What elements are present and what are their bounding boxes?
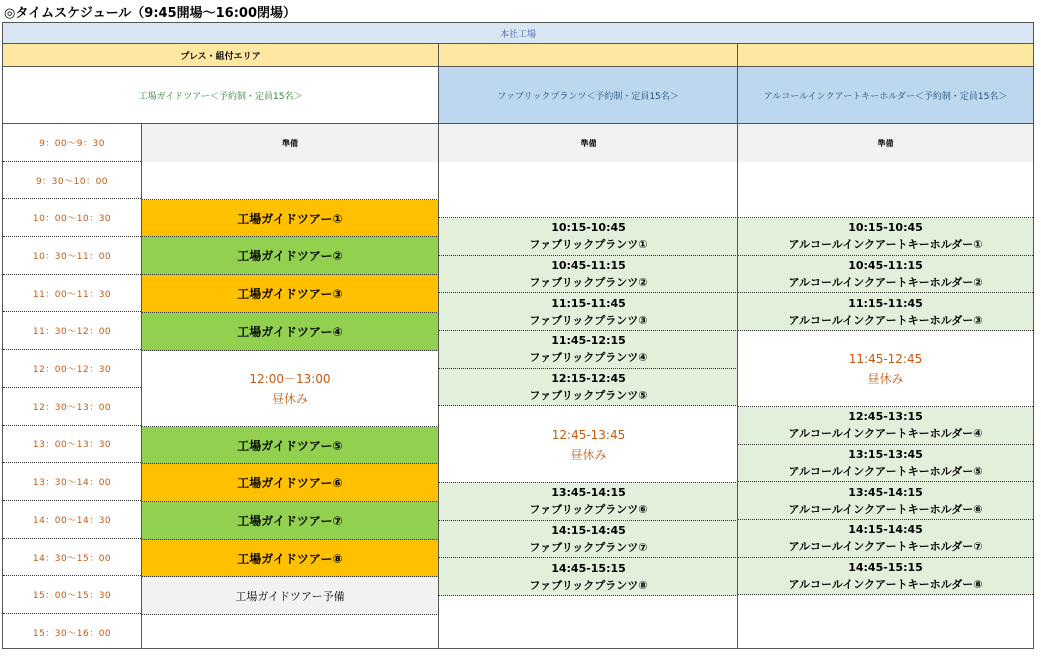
fabric-session-slot (439, 256, 738, 294)
alcohol-session-slot (738, 445, 1033, 483)
guide-tour-slot: 工場ガイドツアー② (141, 237, 439, 275)
guide-lunch-time: 12:00－13:00 (249, 371, 331, 386)
guide-tour-slot: 工場ガイドツアー⑥ (141, 464, 439, 502)
alcohol-session-slot (738, 407, 1033, 445)
column-divider (737, 67, 738, 649)
schedule-table (2, 22, 1034, 649)
time-slot-label: 14：00〜14：30 (3, 501, 141, 539)
fabric-session-slot (439, 331, 738, 369)
fabric-session-name: ファブリックプランツ⑦ (529, 541, 648, 555)
time-slot-label: 13：00〜13：30 (3, 426, 141, 464)
guide-lunch-break (141, 351, 439, 427)
alcohol-session-name: アルコールインクアートキーホルダー⑤ (788, 465, 983, 479)
alcohol-session-name: アルコールインクアートキーホルダー③ (788, 313, 983, 327)
guide-tour-slot: 工場ガイドツアー③ (141, 275, 439, 313)
fabric-prep-cell: 準備 (439, 124, 738, 162)
alcohol-session-slot (738, 256, 1033, 294)
alcohol-session-time: 13:45-14:15 (848, 485, 923, 499)
time-slot-label: 9：00〜9：30 (3, 124, 141, 162)
fabric-session-time: 12:15-12:45 (551, 372, 626, 386)
alcohol-ink-header: アルコールインクアートキーホルダー＜予約制・定員15名＞ (738, 67, 1033, 124)
fabric-session-slot (439, 218, 738, 256)
fabric-session-time: 11:45-12:15 (551, 334, 626, 348)
fabric-session-time: 10:15-10:45 (551, 221, 626, 235)
guide-tour-slot: 工場ガイドツアー① (141, 200, 439, 237)
guide-prep-cell: 準備 (141, 124, 439, 162)
guide-tour-slot: 工場ガイドツアー⑧ (141, 540, 439, 577)
time-slot-label: 15：30〜16：00 (3, 614, 141, 649)
fabric-lunch-time: 12:45-13:45 (551, 427, 626, 442)
fabric-session-name: ファブリックプランツ④ (529, 351, 648, 365)
fabric-lunch-label: 昼休み (570, 447, 607, 462)
alcohol-session-name: アルコールインクアートキーホルダー⑧ (788, 578, 983, 592)
alcohol-session-slot (738, 558, 1033, 596)
alcohol-prep-cell: 準備 (738, 124, 1033, 162)
time-slot-label: 10：00〜10：30 (3, 199, 141, 237)
area-header-blank-fabric (439, 44, 738, 67)
guide-tour-slot: 工場ガイドツアー⑦ (141, 502, 439, 540)
fabric-session-name: ファブリックプランツ③ (529, 313, 648, 327)
fabric-empty-cell (439, 162, 738, 218)
fabric-session-slot (439, 369, 738, 407)
alcohol-session-slot (738, 293, 1033, 331)
time-slot-label: 13：30〜14：00 (3, 463, 141, 501)
schedule-title: ◎タイムスケジュール（9:45開場〜16:00閉場） (4, 6, 297, 21)
alcohol-session-name: アルコールインクアートキーホルダー④ (788, 427, 983, 441)
fabric-session-time: 11:15-11:45 (551, 296, 626, 310)
alcohol-session-slot (738, 482, 1033, 520)
fabric-session-name: ファブリックプランツ① (529, 238, 648, 252)
column-divider (438, 67, 439, 649)
time-slot-label: 12：30〜13：00 (3, 388, 141, 426)
fabric-plants-header: ファブリックプランツ＜予約制・定員15名＞ (439, 67, 738, 124)
fabric-session-name: ファブリックプランツ⑧ (529, 578, 648, 592)
fabric-session-slot (439, 483, 738, 521)
guide-tour-reserve: 工場ガイドツアー予備 (141, 577, 439, 615)
fabric-session-name: ファブリックプランツ⑥ (529, 503, 648, 517)
alcohol-session-time: 10:45-11:15 (848, 259, 923, 273)
alcohol-session-time: 10:15-10:45 (848, 221, 923, 235)
alcohol-session-time: 13:15-13:45 (848, 448, 923, 462)
fabric-session-slot (439, 293, 738, 331)
fabric-lunch-break (439, 407, 738, 483)
fabric-session-name: ファブリックプランツ② (529, 276, 648, 290)
fabric-session-slot (439, 558, 738, 596)
alcohol-session-time: 14:15-14:45 (848, 523, 923, 537)
alcohol-session-name: アルコールインクアートキーホルダー① (788, 238, 983, 252)
time-slot-label: 11：00〜11：30 (3, 275, 141, 313)
alcohol-session-name: アルコールインクアートキーホルダー⑦ (788, 540, 983, 554)
fabric-session-time: 10:45-11:15 (551, 259, 626, 273)
alcohol-session-slot (738, 218, 1033, 256)
guide-tour-slot: 工場ガイドツアー④ (141, 313, 439, 351)
time-slot-label: 14：30〜15：00 (3, 539, 141, 577)
time-slot-label: 10：30〜11：00 (3, 237, 141, 275)
fabric-session-time: 14:15-14:45 (551, 524, 626, 538)
guide-tour-slot: 工場ガイドツアー⑤ (141, 427, 439, 464)
alcohol-session-slot (738, 520, 1033, 558)
area-header-blank-alcohol (738, 44, 1033, 67)
time-slot-label: 9：30〜10：00 (3, 162, 141, 200)
alcohol-session-name: アルコールインクアートキーホルダー⑥ (788, 502, 983, 516)
guide-lunch-label: 昼休み (271, 391, 308, 406)
time-slot-label: 15：00〜15：30 (3, 576, 141, 614)
alcohol-session-time: 11:15-11:45 (848, 296, 923, 310)
alcohol-session-time: 12:45-13:15 (848, 410, 923, 424)
factory-header: 本社工場 (3, 23, 1033, 44)
fabric-session-time: 13:45-14:15 (551, 486, 626, 500)
alcohol-session-time: 14:45-15:15 (848, 561, 923, 575)
alcohol-session-name: アルコールインクアートキーホルダー② (788, 276, 983, 290)
guide-tour-header: 工場ガイドツアー＜予約制・定員15名＞ (3, 67, 439, 124)
alcohol-lunch-break (738, 331, 1033, 407)
fabric-session-time: 14:45-15:15 (551, 561, 626, 575)
area-header: プレス・組付エリア (3, 44, 439, 67)
time-slot-label: 12：00〜12：30 (3, 350, 141, 388)
alcohol-lunch-label: 昼休み (867, 371, 904, 386)
guide-empty-cell (141, 162, 439, 200)
alcohol-lunch-time: 11:45-12:45 (848, 351, 923, 366)
time-slot-label: 11：30〜12：00 (3, 313, 141, 351)
fabric-session-name: ファブリックプランツ⑤ (529, 389, 648, 403)
alcohol-empty-cell (738, 162, 1033, 218)
fabric-session-slot (439, 521, 738, 559)
column-divider (141, 124, 142, 649)
